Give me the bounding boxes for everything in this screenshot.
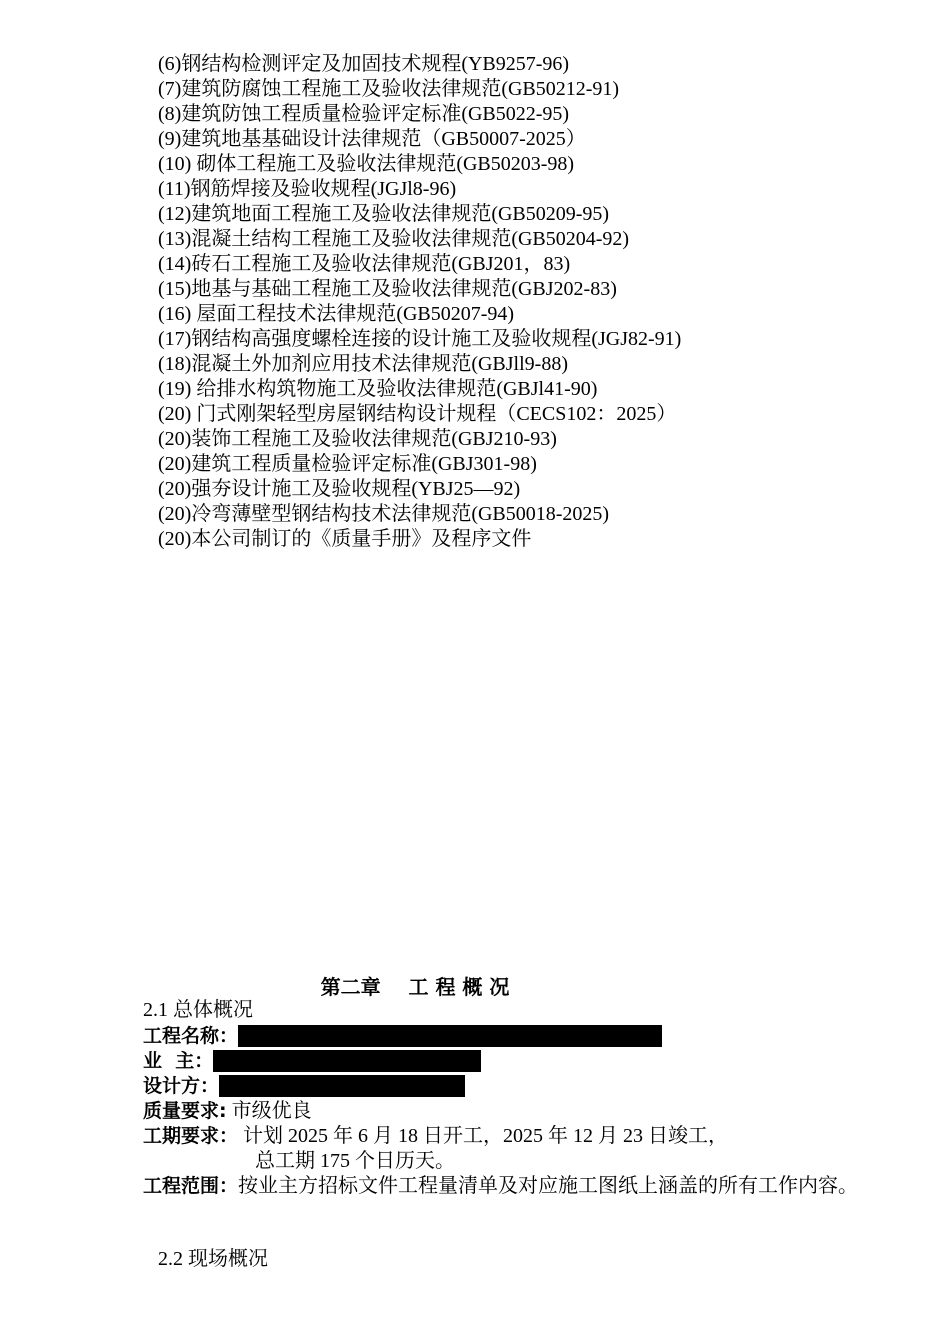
standard-item: (7)建筑防腐蚀工程施工及验收法律规范(GB50212-91) <box>158 78 620 100</box>
standard-item: (15)地基与基础工程施工及验收法律规范(GBJ202-83) <box>158 278 617 300</box>
standard-item: (17)钢结构高强度螺栓连接的设计施工及验收规程(JGJ82-91) <box>158 328 682 350</box>
standard-item: (14)砖石工程施工及验收法律规范(GBJ201，83) <box>158 253 571 275</box>
owner-label: 业 主： <box>143 1050 214 1072</box>
designer-label: 设计方： <box>143 1075 220 1097</box>
standard-item: (9)建筑地基基础设计法律规范（GB50007-2025） <box>158 128 586 150</box>
scope-paragraph <box>143 1173 863 1200</box>
standard-item: (20)本公司制订的《质量手册》及程序文件 <box>158 528 532 550</box>
quality-value: 市级优良 <box>231 1100 312 1122</box>
site-heading: 2.2 现场概况 <box>158 1248 268 1270</box>
chapter-title: 第二章 工 程 概 况 <box>320 975 510 999</box>
standard-item: (18)混凝土外加剂应用技术法律规范(GBJll9-88) <box>158 353 568 375</box>
redaction-bar <box>213 1050 481 1072</box>
designer-row <box>143 1073 465 1099</box>
standard-item: (12)建筑地面工程施工及验收法律规范(GB50209-95) <box>158 203 610 225</box>
standard-item: (20) 门式刚架轻型房屋钢结构设计规程（CECS102：2025） <box>158 403 677 425</box>
scope-value: 按业主方招标文件工程量清单及对应施工图纸上涵盖的所有工作内容。 <box>238 1175 859 1197</box>
standard-item: (16) 屋面工程技术法律规范(GB50207-94) <box>158 303 515 325</box>
project-name-label: 工程名称： <box>143 1025 239 1047</box>
scope-label: 工程范围： <box>143 1175 239 1197</box>
schedule-line-1: 计划 2025 年 6 月 18 日开工，2025 年 12 月 23 日竣工， <box>243 1125 729 1147</box>
schedule-line-2: 总工期 175 个日历天。 <box>255 1150 455 1172</box>
standard-item: (20)强夯设计施工及验收规程(YBJ25—92) <box>158 478 521 500</box>
overview-heading: 2.1 总体概况 <box>143 999 253 1021</box>
standard-item: (8)建筑防蚀工程质量检验评定标准(GB5022-95) <box>158 103 570 125</box>
standard-item: (13)混凝土结构工程施工及验收法律规范(GB50204-92) <box>158 228 630 250</box>
schedule-row <box>143 1123 728 1149</box>
quality-label: 质量要求: <box>143 1100 227 1122</box>
redaction-bar <box>219 1075 465 1097</box>
owner-row <box>143 1048 481 1074</box>
redaction-bar <box>238 1025 662 1047</box>
standard-item: (20)装饰工程施工及验收法律规范(GBJ210-93) <box>158 428 557 450</box>
standard-item: (20)冷弯薄壁型钢结构技术法律规范(GB50018-2025) <box>158 503 610 525</box>
standard-item: (19) 给排水构筑物施工及验收法律规范(GBJl41-90) <box>158 378 598 400</box>
schedule-label: 工期要求： <box>143 1125 239 1147</box>
standards-list <box>158 52 681 552</box>
standard-item: (6)钢结构检测评定及加固技术规程(YB9257-96) <box>158 53 570 75</box>
quality-row <box>143 1098 312 1124</box>
standard-item: (10) 砌体工程施工及验收法律规范(GB50203-98) <box>158 153 575 175</box>
project-name-row <box>143 1023 662 1049</box>
standard-item: (20)建筑工程质量检验评定标准(GBJ301-98) <box>158 453 537 475</box>
standard-item: (11)钢筋焊接及验收规程(JGJl8-96) <box>158 178 457 200</box>
